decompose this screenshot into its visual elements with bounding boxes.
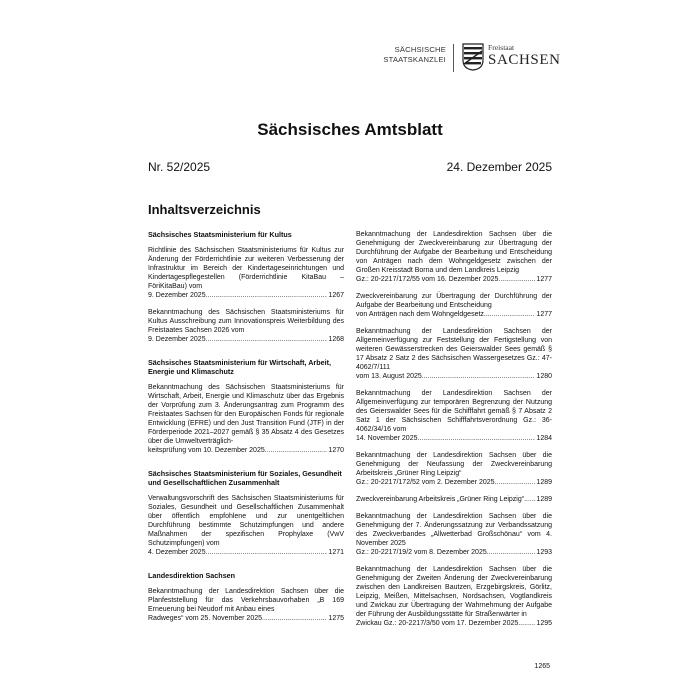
toc-entry[interactable] <box>356 292 552 319</box>
logo-staatskanzlei-line2: STAATSKANZLEI <box>383 55 446 64</box>
toc-entry-last-line: keitsprüfung vom 10. Dezember 2025 <box>148 447 265 454</box>
toc-entry-last-line: Gz.: 20-2217/172/52 vom 2. Dezember 2025 <box>356 479 495 486</box>
leader-dots <box>487 548 536 557</box>
toc-entry-text: Richtlinie des Sächsischen Staatsministeriums für Kultus zur Änderung der Förderrichtlinie zur weiteren Verbesserung der Infrastruktur im Bereich der Kindertageseinrichtungen und Kindertagespflegestellen (Förderrichtlinie KitaBau – FöriKitaBau) vom <box>148 247 344 290</box>
leader-dots <box>484 310 536 319</box>
toc-entry-last-line: 9. Dezember 2025 <box>148 292 206 299</box>
toc-entry[interactable] <box>148 383 344 455</box>
leader-dots <box>417 434 535 443</box>
section-heading: Sächsisches Staatsministerium für Kultus <box>148 230 292 239</box>
toc-entry-text: Bekanntmachung der Landesdirektion Sachsen über die Genehmigung der Neufassung der Zweckvereinbarung Arbeitskreis „Grüner Ring Leipzig“ <box>356 452 552 477</box>
toc-column-right <box>356 230 552 636</box>
toc-entry[interactable] <box>148 587 344 623</box>
toc-entry-text: Verwaltungsvorschrift des Sächsischen Staatsministeriums für Soziales, Gesundheit und Gesellschaftlichen Zusammenhalt über öffentlich empfohlene und zur unentgeltlichen Durchführung bestimmte Schutzimpfungen und andere Maßnahmen der spezifischen Prophylaxe (VwV Schutzimpfungen) vom <box>148 495 344 547</box>
toc-page-number: 1284 <box>536 435 552 442</box>
issue-number: Nr. 52/2025 <box>148 160 211 174</box>
logo-staatskanzlei-line1: SÄCHSISCHE <box>394 45 446 54</box>
page-title: Sächsisches Amtsblatt <box>257 120 443 139</box>
toc-page-number: 1277 <box>536 276 552 283</box>
toc-page-number: 1293 <box>536 549 552 556</box>
toc-entry-text: Bekanntmachung der Landesdirektion Sachsen über die Genehmigung der Zweckvereinbarung zur Übertragung der Durchführung der Aufgabe der Bearbeitung und Entscheidung von Anträgen nach dem Wohngeldgesetz zwischen der Großen Kreisstadt Borna und dem Landkreis Leipzig <box>356 231 552 274</box>
toc-entry-last-line: 9. Dezember 2025 <box>148 336 206 343</box>
logo-sachsen-text: SACHSEN <box>488 52 561 68</box>
toc-entry-text: Bekanntmachung der Landesdirektion Sachsen über die Genehmigung der Zweiten Änderung der Zweckvereinbarung zwischen den Landkreisen Bautzen, Erzgebirgskreis, Görlitz, Leipzig, Meißen, Mittelsachsen, Nordsachsen, Vogtlandkreis und Zwickau zur Übertragung der Wahrnehmung der Aufgabe der Führung der Ausbildungsstätte für Straßenwärter in <box>356 566 552 618</box>
logo-freistaat-text: Freistaat <box>488 43 515 52</box>
toc-entry-last-line: Zweckvereinbarung Arbeitskreis „Grüner Ring Leipzig“ <box>356 496 525 503</box>
toc-entry[interactable] <box>356 230 552 284</box>
toc-page-number: 1267 <box>328 292 344 299</box>
toc-page-number: 1277 <box>536 311 552 318</box>
toc-entry-text: Bekanntmachung der Landesdirektion Sachsen der Allgemeinverfügung zur temporären Begrenzung der Nutzung des Geierswalder Sees für die Schifffahrt gemäß § 7 Absatz 2 Satz 1 der Sächsischen Schifffahrtsverordnung Gz.: 36-4062/34/16 vom <box>356 390 552 433</box>
toc-entry-last-line: von Anträgen nach dem Wohngeldgesetz <box>356 311 484 318</box>
toc-entry[interactable] <box>356 495 552 504</box>
logo-freistaat-sachsen <box>462 43 561 73</box>
toc-entry-last-line: vom 13. August 2025 <box>356 373 422 380</box>
toc-entry[interactable] <box>148 246 344 300</box>
leader-dots <box>262 614 327 623</box>
toc-entry[interactable] <box>356 451 552 487</box>
page-number: 1265 <box>534 663 550 670</box>
leader-dots <box>206 548 328 557</box>
toc-entry-last-line: Gz.: 20-2217/172/55 vom 16. Dezember 2025 <box>356 276 499 283</box>
toc-page-number: 1275 <box>328 615 344 622</box>
leader-dots <box>518 619 535 628</box>
leader-dots <box>422 372 536 381</box>
toc-page-number: 1280 <box>536 373 552 380</box>
leader-dots <box>265 446 328 455</box>
leader-dots <box>206 335 328 344</box>
toc-page-number: 1271 <box>328 549 344 556</box>
issue-date: 24. Dezember 2025 <box>446 160 552 174</box>
toc-entry-last-line: Gz.: 20-2217/19/2 vom 8. Dezember 2025 <box>356 549 487 556</box>
toc-entry-text: Bekanntmachung der Landesdirektion Sachsen über die Genehmigung der 7. Änderungssatzung zur Verbandssatzung des Zweckverbandes „Allwetterbad Großschönau“ vom 4. November 2025 <box>356 513 552 547</box>
leader-dots <box>498 275 535 284</box>
section-heading: Landesdirektion Sachsen <box>148 571 236 580</box>
toc-page-number: 1268 <box>328 336 344 343</box>
toc-entry-last-line: Radweges“ vom 25. November 2025 <box>148 615 263 622</box>
toc-page-number: 1270 <box>328 447 344 454</box>
toc-entry-last-line: 4. Dezember 2025 <box>148 549 206 556</box>
toc-entry-text: Bekanntmachung des Sächsischen Staatsministeriums für Wirtschaft, Arbeit, Energie und Klimaschutz über das Ergebnis der Vorprüfung zum 3. Änderungsantrag zum Programm des Freistaates Sachsen für den Europäischen Fonds für regionale Entwicklung (EFRE) und den Just Transition Fund (JTF) in der Förderperiode 2021–2027 gemäß § 35 Absatz 4 des Gesetzes über die Umweltverträglich- <box>148 384 344 445</box>
toc-column-left <box>148 230 344 631</box>
section-heading: Sächsisches Staatsministerium für Soziales, Gesundheit und Gesellschaftlichen Zusammenhalt <box>148 469 342 487</box>
logo-staatskanzlei <box>380 45 446 65</box>
section-heading: Sächsisches Staatsministerium für Wirtschaft, Arbeit, Energie und Klimaschutz <box>148 358 332 376</box>
toc-entry[interactable] <box>356 512 552 557</box>
toc-entry[interactable] <box>356 389 552 443</box>
toc-entry-text: Bekanntmachung des Sächsischen Staatsministeriums für Kultus Ausschreibung zum Innovationspreis Weiterbildung des Freistaates Sachsen 2026 vom <box>148 309 344 334</box>
toc-page-number: 1289 <box>536 496 552 503</box>
leader-dots <box>524 495 535 504</box>
toc-entry-text: Zweckvereinbarung zur Übertragung der Durchführung der Aufgabe der Bearbeitung und Entscheidung <box>356 293 552 309</box>
toc-entry-last-line: 14. November 2025 <box>356 435 418 442</box>
toc-entry-text: Bekanntmachung der Landesdirektion Sachsen über die Planfeststellung für das Verkehrsbauvorhaben „B 169 Erneuerung bei Neudorf mit Anbau eines <box>148 588 344 613</box>
toc-entry-last-line: Zwickau Gz.: 20-2217/3/50 vom 17. Dezember 2025 <box>356 620 519 627</box>
toc-entry[interactable] <box>356 327 552 381</box>
toc-page-number: 1289 <box>536 479 552 486</box>
leader-dots <box>206 291 328 300</box>
toc-page-number: 1295 <box>536 620 552 627</box>
toc-entry-text: Bekanntmachung der Landesdirektion Sachsen der Allgemeinverfügung zur Feststellung der Fertigstellung von weiteren Gewässerstrecken des Geierswalder Sees gemäß § 17 Absatz 2 Satz 2 des Sächsischen Wassergesetzes Gz.: 47-4062/7/111 <box>356 328 552 371</box>
leader-dots <box>495 478 536 487</box>
toc-entry[interactable] <box>356 565 552 628</box>
coat-of-arms-icon <box>462 43 484 71</box>
toc-entry[interactable] <box>148 494 344 557</box>
toc-heading: Inhaltsverzeichnis <box>148 202 261 217</box>
toc-entry[interactable] <box>148 308 344 344</box>
logo-divider <box>453 44 454 72</box>
